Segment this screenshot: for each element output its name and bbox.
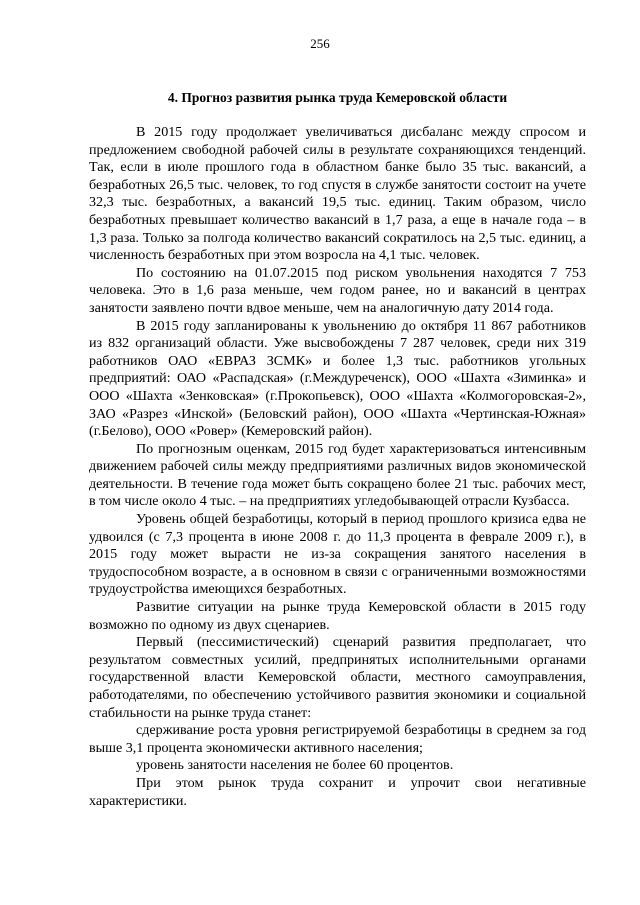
section-title: 4. Прогноз развития рынка труда Кемеровской области <box>167 90 508 105</box>
page-number: 256 <box>310 36 330 51</box>
paragraph: При этом рынок труда сохранит и упрочит свои негативные характеристики. <box>89 774 586 809</box>
paragraph: уровень занятости населения не более 60 процентов. <box>136 757 454 774</box>
paragraph: Уровень общей безработицы, который в период прошлого кризиса едва не удвоился (с 7,3 процента в июне 2008 г. до 11,3 процента в феврале 2009 г.), в 2015 году может вырасти не из-за сокращения занятого населения в трудоспособном возрасте, а в основном в связи с ограниченными возможностями трудоустройства имеющихся безработных. <box>89 511 586 598</box>
body-text <box>89 124 586 810</box>
paragraph: По прогнозным оценкам, 2015 год будет характеризоваться интенсивным движением рабочей силы между предприятиями различных видов экономической деятельности. В течение года может быть сокращено более 21 тыс. рабочих мест, в том числе около 4 тыс. – на предприятиях угледобывающей отрасли Кузбасса. <box>89 440 586 510</box>
paragraph: Развитие ситуации на рынке труда Кемеровской области в 2015 году возможно по одному из двух сценариев. <box>89 599 586 633</box>
paragraph: сдерживание роста уровня регистрируемой безработицы в среднем за год выше 3,1 процента экономически активного населения; <box>89 722 586 756</box>
paragraph: В 2015 году запланированы к увольнению до октября 11 867 работников из 832 организаций области. Уже высвобождены 7 287 человек, среди них 319 работников ОАО «ЕВРАЗ ЗСМК» и более 1,3 тыс. работников угольных предприятий: ОАО «Распадская» (г.Междуреченск), ООО «Шахта «Зиминка» и ООО «Шахта «Зенковская» (г.Прокопьевск), ООО «Шахта «Колмогоровская-2», ЗАО «Разрез «Инской» (Беловский район), ООО «Шахта «Чертинская-Южная» (г.Белово), ООО «Ровер» (Кемеровский район). <box>89 317 586 440</box>
paragraph: По состоянию на 01.07.2015 под риском увольнения находятся 7 753 человека. Это в 1,6 раза меньше, чем годом ранее, но и вакансий в центрах занятости заявлено почти вдвое меньше, чем на аналогичную дату 2014 года. <box>89 264 586 316</box>
paragraph: В 2015 году продолжает увеличиваться дисбаланс между спросом и предложением свободной рабочей силы в результате сохраняющихся тенденций. Так, если в июле прошлого года в областном банке было 35 тыс. вакансий, а безработных 26,5 тыс. человек, то год спустя в службе занятости состоит на учете 32,3 тыс. безработных, а вакансий 19,5 тыс. единиц. Таким образом, число безработных превышает количество вакансий в 1,7 раза, а еще в начале года – в 1,3 раза. Только за полгода количество вакансий сократилось на 2,5 тыс. единиц, а численность безработных при этом возросла на 4,1 тыс. человек. <box>89 124 586 264</box>
paragraph: Первый (пессимистический) сценарий развития предполагает, что результатом совместных усилий, предпринятых исполнительными органами государственной власти Кемеровской области, местного самоуправления, работодателями, по обеспечению устойчивого развития экономики и социальной стабильности на рынке труда станет: <box>89 634 586 721</box>
